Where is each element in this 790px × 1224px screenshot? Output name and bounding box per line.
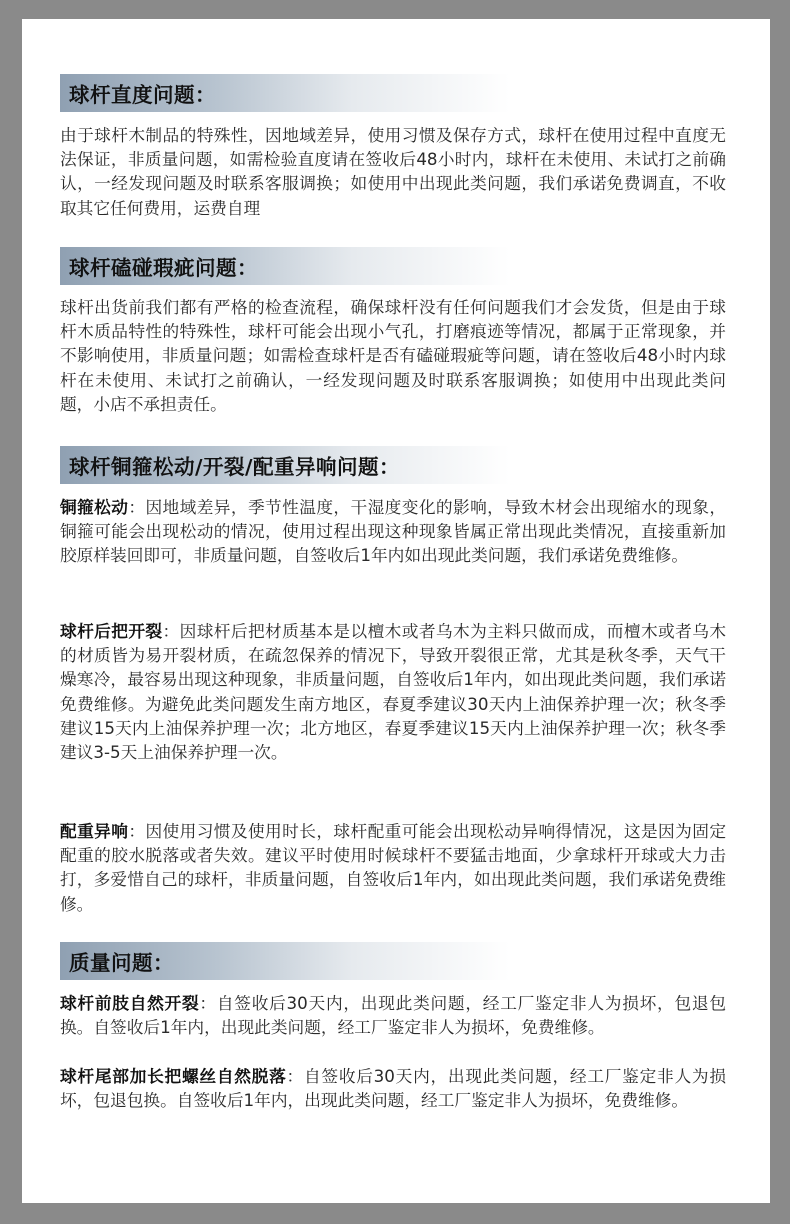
paragraph-blemish: [60, 295, 726, 416]
paragraph-straightness: [60, 123, 726, 220]
paragraph-label: 球杆前肢自然开裂: [60, 993, 200, 1013]
section-title: 球杆铜箍松动/开裂/配重异响问题：: [69, 455, 400, 479]
paragraph-butt-crack: [60, 619, 726, 764]
section-header-blemish: [60, 247, 510, 285]
paragraph-ferrule-loose: [60, 495, 726, 568]
paragraph-text: ：因地域差异，季节性温度，干湿度变化的影响，导致木材会出现缩水的现象，铜箍可能会出现松动的情况，使用过程出现这种现象皆属正常出现此类情况，直接重新加胶原样装回即可，非质量问题，自签收后1年内如出现此类问题，我们承诺免费维修。: [60, 497, 727, 566]
section-title: 球杆磕碰瑕疵问题：: [69, 256, 258, 280]
paragraph-label: 配重异响: [60, 821, 129, 841]
paragraph-label: 球杆尾部加长把螺丝自然脱落: [60, 1066, 287, 1086]
paragraph-text: 由于球杆木制品的特殊性，因地域差异，使用习惯及保存方式，球杆在使用过程中直度无法保证，非质量问题，如需检验直度请在签收后48小时内，球杆在未使用、未试打之前确认，一经发现问题及时联系客服调换；如使用中出现此类问题，我们承诺免费调直，不收取其它任何费用，运费自理: [60, 125, 726, 218]
paragraph-shaft-crack: [60, 991, 726, 1039]
paragraph-label: 铜箍松动: [60, 497, 129, 517]
paragraph-text: ：因使用习惯及使用时长，球杆配重可能会出现松动异响得情况，这是因为固定配重的胶水脱落或者失效。建议平时使用时候球杆不要猛击地面，少拿球杆开球或大力击打，多爱惜自己的球杆，非质量问题，自签收后1年内，如出现此类问题，我们承诺免费维修。: [60, 821, 727, 914]
section-header-quality: [60, 942, 510, 980]
section-header-straightness: [60, 74, 510, 112]
paragraph-text: ：自签收后30天内，出现此类问题，经工厂鉴定非人为损坏，包退包换。自签收后1年内，出现此类问题，经工厂鉴定非人为损坏，免费维修。: [60, 993, 727, 1038]
section-title: 球杆直度问题：: [69, 83, 216, 107]
paragraph-label: 球杆后把开裂: [60, 621, 163, 641]
paragraph-text: ：自签收后30天内，出现此类问题，经工厂鉴定非人为损坏，包退包换。自签收后1年内，出现此类问题，经工厂鉴定非人为损坏，免费维修。: [60, 1066, 727, 1111]
paragraph-extension-screw: [60, 1064, 726, 1112]
section-header-ferrule: [60, 446, 510, 484]
paragraph-text: 球杆出货前我们都有严格的检查流程，确保球杆没有任何问题我们才会发货，但是由于球杆木质品特性的特殊性，球杆可能会出现小气孔，打磨痕迹等情况，都属于正常现象，并不影响使用，非质量问题；如需检查球杆是否有磕碰瑕疵等问题，请在签收后48小时内球杆在未使用、未试打之前确认，一经发现问题及时联系客服调换；如使用中出现此类问题，小店不承担责任。: [60, 297, 726, 414]
paragraph-text: ：因球杆后把材质基本是以檀木或者乌木为主料只做而成，而檀木或者乌木的材质皆为易开裂材质，在疏忽保养的情况下，导致开裂很正常，尤其是秋冬季，天气干燥寒冷，最容易出现这种现象，非质量问题，自签收后1年内，如出现此类问题，我们承诺免费维修。为避免此类问题发生南方地区，春夏季建议30天内上油保养护理一次；秋冬季建议15天内上油保养护理一次；北方地区，春夏季建议15天内上油保养护理一次；秋冬季建议3-5天上油保养护理一次。: [60, 621, 727, 763]
paragraph-weight-noise: [60, 819, 726, 916]
page-frame: [22, 19, 770, 1203]
section-title: 质量问题：: [69, 951, 174, 975]
